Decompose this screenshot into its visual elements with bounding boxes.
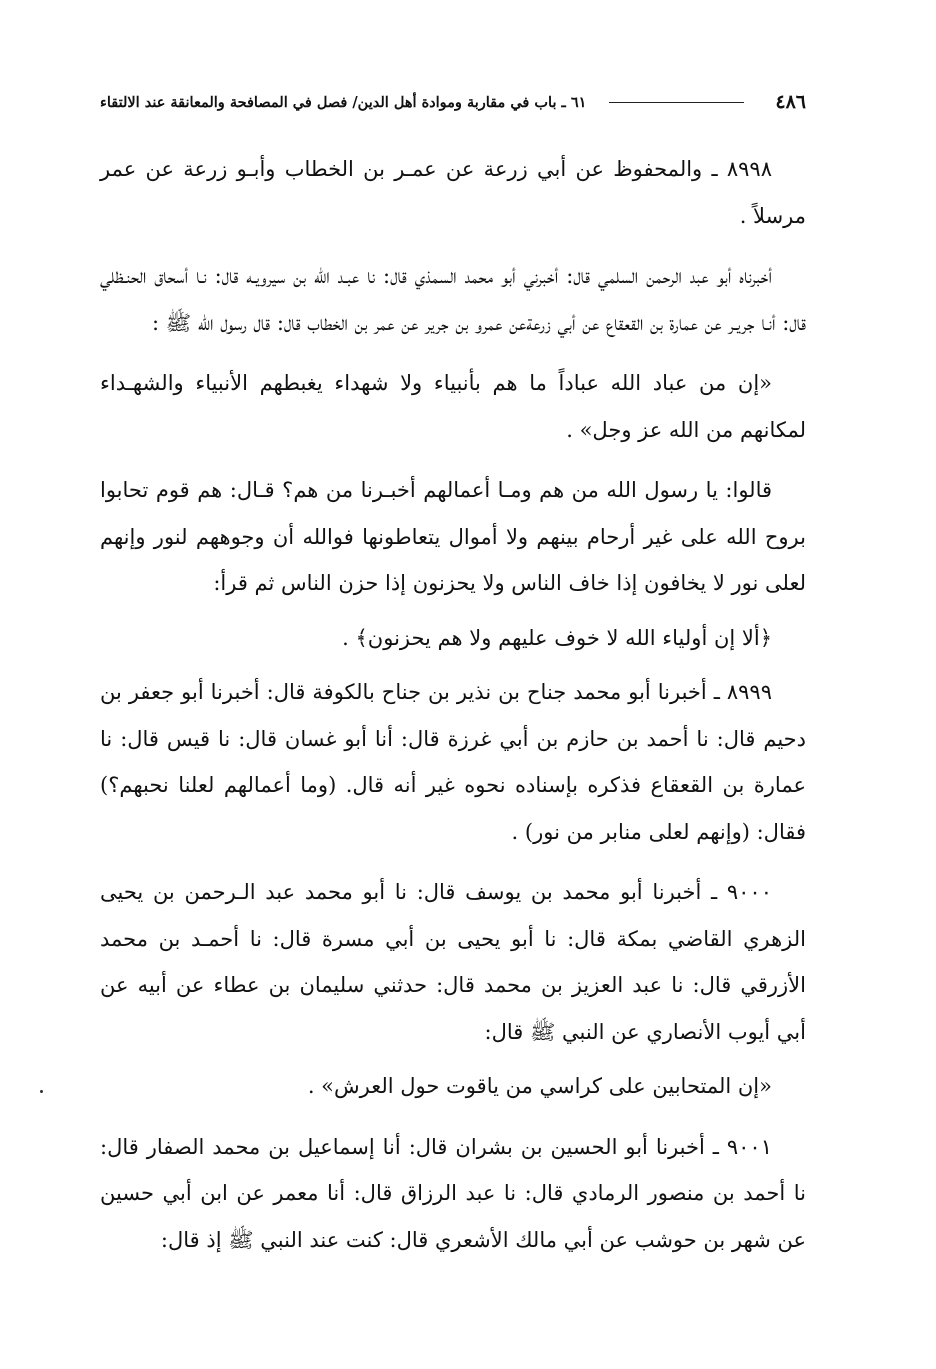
paragraph-isnad-8998: أخبرناه أبو عبد الرحمن السلمي قال: أخبرني أبو محمد السمذي قال: نا عبـد الله بن سيرويـه قال: نـا أسحاق الحنـظلي قال: أنـا جريـر عن عمارة بن القعقاع عن أبي زرعةعن عمرو بن جرير عن عمر بن الخطاب قال: قال رسول الله ﷺ : [100, 264, 806, 335]
hadith-text: «إن من عباد الله عباداً ما هم بأنبياء ولا شهداء يغبطهم الأنبياء والشهـداء لمكانهم من الله عز وجل» . [100, 371, 806, 442]
paragraph-qalu: قالوا: يا رسول الله من هم ومـا أعمالهم أخبـرنا من هم؟ قـال: هم قوم تحابوا بروح الله على غير أرحام بينهم ولا أموال يتعاطونها فوالله أن وجوههم لنور وإنهم لعلى نور لا يخافون إذا خاف الناس ولا يحزنون إذا حزن الناس ثم قرأ: [100, 478, 806, 595]
header-rule [609, 102, 744, 103]
paragraph-8999: ٨٩٩٩ ـ أخبرنا أبو محمد جناح بن نذير بن جناح بالكوفة قال: أخبرنا أبو جعفر بن دحيم قال: نا أحمد بن حازم بن أبي غرزة قال: أنا أبو غسان قال: نا قيس قال: نا عمارة بن القعقاع فذكره بإسناده نحوه غير أنه قال. (وما أعمالهم لعلنا نحبهم؟) فقال: (وإنهم لعلى منابر من نور) . [100, 680, 806, 844]
scan-speck [40, 1090, 43, 1093]
running-title: ٦١ ـ باب في مقاربة وموادة أهل الدين/ فصل في المصافحة والمعانقة عند الالتقاء [100, 93, 587, 111]
page-header [100, 88, 806, 116]
hadith-quote-9000: «إن المتحابين على كراسي من ياقوت حول العرش» . [307, 1074, 772, 1098]
paragraph-8998: ٨٩٩٨ ـ والمحفوظ عن أبي زرعة عن عمـر بن الخطاب وأبـو زرعة عن عمر مرسلاً . [100, 157, 806, 228]
page-number: ٤٨٦ [775, 91, 806, 113]
paragraph-9001: ٩٠٠١ ـ أخبرنا أبو الحسين بن بشران قال: أنا إسماعيل بن محمد الصفار قال: نا أحمد بن منصور الرمادي قال: نا عبد الرزاق قال: أنا معمر عن ابن أبي حسين عن شهر بن حوشب عن أبي مالك الأشعري قال: كنت عند النبي ﷺ إذ قال: [100, 1134, 806, 1252]
book-page [100, 88, 806, 1358]
paragraph-9000: ٩٠٠٠ ـ أخبرنا أبو محمد بن يوسف قال: نا أبو محمد عبد الـرحمن بن يحيى الزهري القاضي بمكة قال: نا أبو يحيى بن أبي مسرة قال: نا أحمـد بن محمد الأزرقي قال: نا عبد العزيز بن محمد قال: حدثني سليمان بن عطاء عن أبيه عن أبي أيوب الأنصاري عن النبي ﷺ قال: [100, 880, 806, 1044]
page-body [100, 146, 806, 1263]
quran-verse: ﴿ألا إن أولياء الله لا خوف عليهم ولا هم يحزنون﴾ . [342, 625, 772, 650]
